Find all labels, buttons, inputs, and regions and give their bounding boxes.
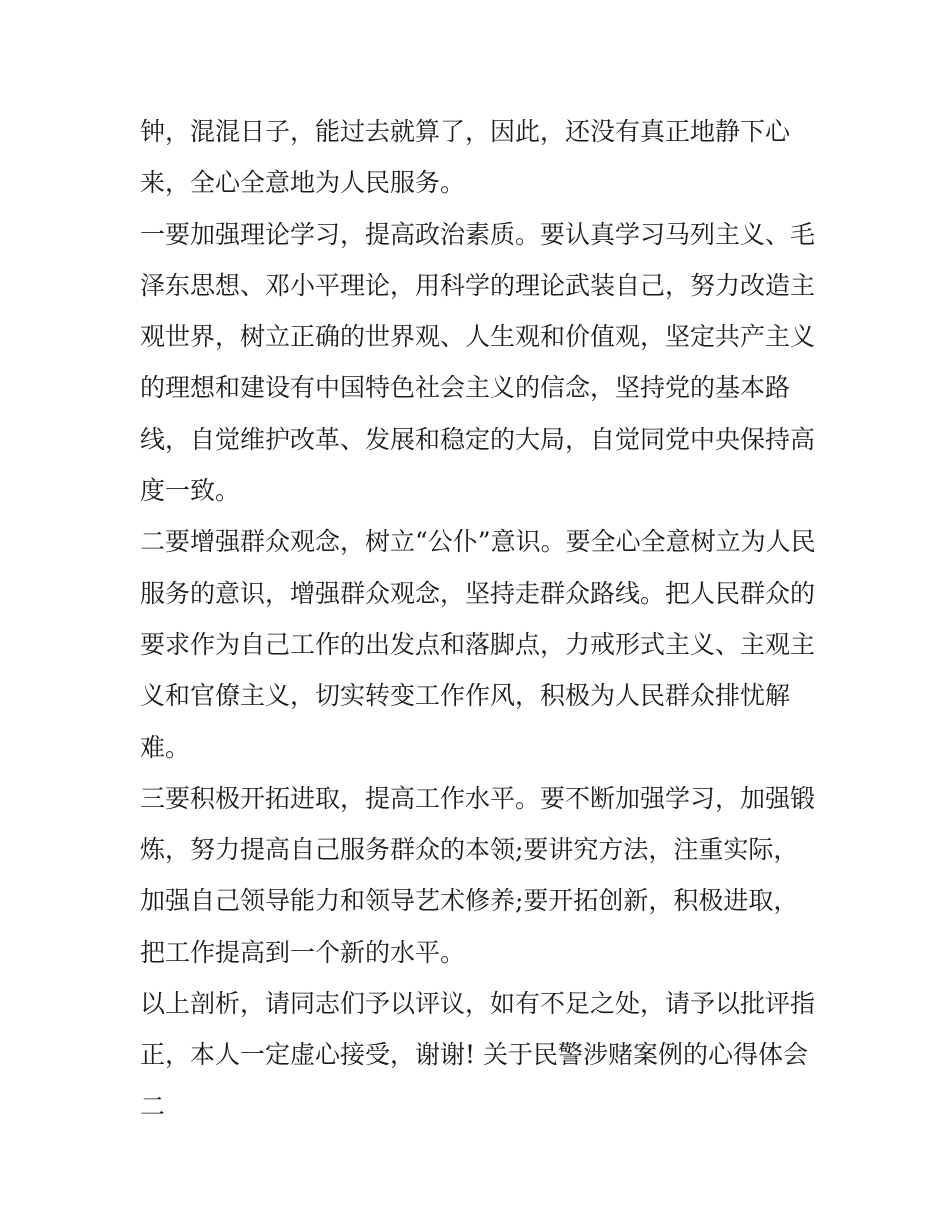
text-line: 一要加强理论学习，提高政治素质。要认真学习马列主义、毛 (140, 219, 816, 249)
text-line: 度一致。 (140, 476, 241, 506)
text-line: 加强自己领导能力和领导艺术修养;要开拓创新，积极进取， (140, 886, 799, 916)
text-line: 线，自觉维护改革、发展和稳定的大局，自觉同党中央保持高 (140, 424, 816, 454)
text-line: 钟，混混日子，能过去就算了，因此，还没有真正地静下心 (140, 117, 791, 146)
text-line: 以上剖析，请同志们予以评议，如有不足之处，请予以批评指 (140, 989, 816, 1019)
text-line: 义和官僚主义，切实转变工作作风，积极为人民群众排忧解 (140, 681, 791, 711)
document-body (140, 106, 820, 1132)
text-line: 炼，努力提高自己服务群众的本领;要讲究方法，注重实际， (140, 835, 799, 865)
text-line: 服务的意识，增强群众观念，坚持走群众路线。把人民群众的 (140, 578, 816, 608)
text-line: 二 (140, 1091, 166, 1121)
text-line: 正，本人一定虚心接受，谢谢! 关于民警涉赌案例的心得体会 (140, 1040, 808, 1070)
text-line: 三要积极开拓进取，提高工作水平。要不断加强学习，加强锻 (140, 783, 816, 813)
text-line: 把工作提高到一个新的水平。 (140, 937, 466, 967)
text-line: 的理想和建设有中国特色社会主义的信念，坚持党的基本路 (140, 373, 791, 403)
text-line: 观世界，树立正确的世界观、人生观和价值观，坚定共产主义 (140, 322, 816, 352)
text-line: 难。 (140, 732, 191, 762)
text-line: 来，全心全意地为人民服务。 (140, 168, 466, 198)
text-line: 二要增强群众观念，树立“公仆”意识。要全心全意树立为人民 (140, 527, 816, 557)
text-line: 泽东思想、邓小平理论，用科学的理论武装自己，努力改造主 (140, 270, 816, 300)
text-line: 要求作为自己工作的出发点和落脚点，力戒形式主义、主观主 (140, 629, 816, 659)
